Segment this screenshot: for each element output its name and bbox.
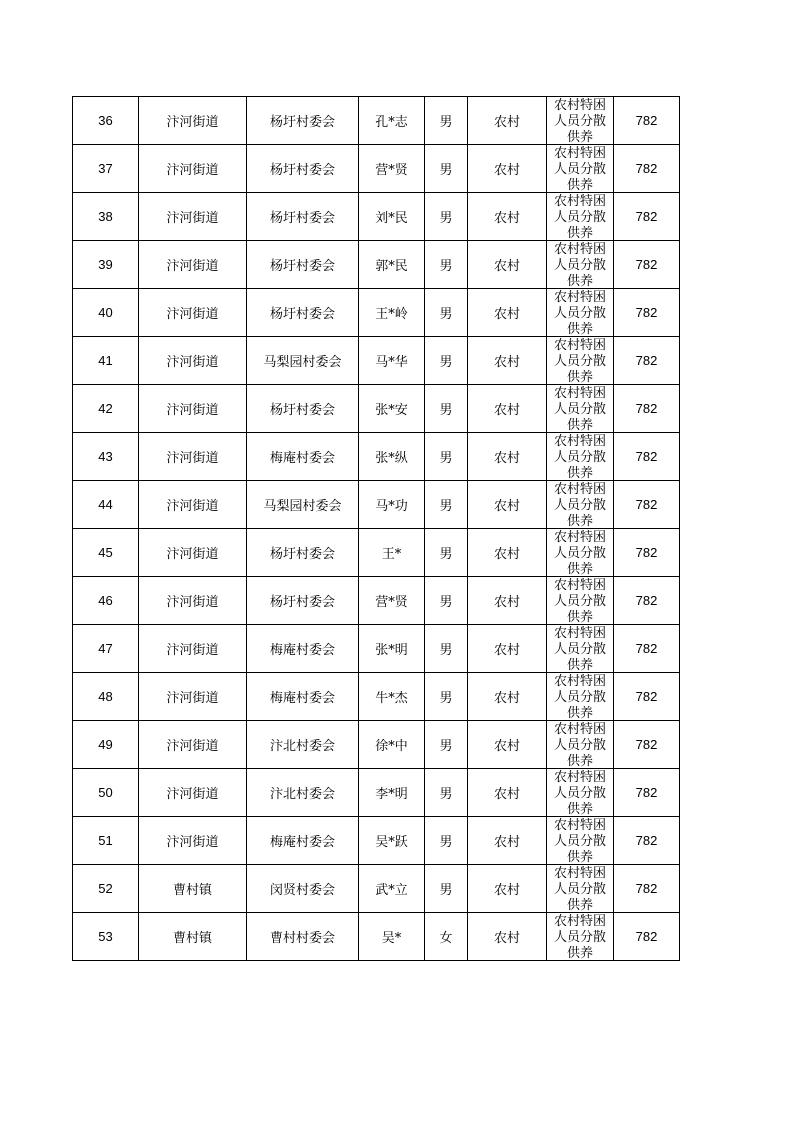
category-text: 农村特困人员分散供养 xyxy=(553,242,606,288)
cell-amount: 782 xyxy=(614,721,680,769)
table-row xyxy=(73,529,680,577)
cell-area: 农村 xyxy=(468,673,547,721)
cell-amount: 782 xyxy=(614,337,680,385)
cell-village: 马梨园村委会 xyxy=(247,337,359,385)
cell-street: 曹村镇 xyxy=(139,865,247,913)
category-text: 农村特困人员分散供养 xyxy=(553,674,606,720)
cell-street: 汴河街道 xyxy=(139,577,247,625)
cell-name: 王* xyxy=(359,529,425,577)
cell-category xyxy=(547,673,614,721)
cell-number: 46 xyxy=(73,577,139,625)
cell-name: 张*纵 xyxy=(359,433,425,481)
cell-area: 农村 xyxy=(468,769,547,817)
cell-area: 农村 xyxy=(468,385,547,433)
table-body xyxy=(73,97,680,961)
cell-amount: 782 xyxy=(614,289,680,337)
cell-amount: 782 xyxy=(614,865,680,913)
cell-street: 汴河街道 xyxy=(139,721,247,769)
table-row xyxy=(73,337,680,385)
cell-area: 农村 xyxy=(468,865,547,913)
cell-amount: 782 xyxy=(614,97,680,145)
cell-name: 张*明 xyxy=(359,625,425,673)
cell-street: 汴河街道 xyxy=(139,673,247,721)
cell-street: 汴河街道 xyxy=(139,145,247,193)
cell-gender: 男 xyxy=(425,817,468,865)
cell-name: 李*明 xyxy=(359,769,425,817)
table-row xyxy=(73,721,680,769)
cell-number: 42 xyxy=(73,385,139,433)
cell-street: 汴河街道 xyxy=(139,97,247,145)
cell-number: 45 xyxy=(73,529,139,577)
cell-gender: 男 xyxy=(425,769,468,817)
cell-category xyxy=(547,769,614,817)
cell-number: 48 xyxy=(73,673,139,721)
cell-village: 杨圩村委会 xyxy=(247,577,359,625)
cell-number: 44 xyxy=(73,481,139,529)
cell-amount: 782 xyxy=(614,433,680,481)
table-row xyxy=(73,481,680,529)
cell-name: 徐*中 xyxy=(359,721,425,769)
cell-street: 汴河街道 xyxy=(139,289,247,337)
cell-village: 汴北村委会 xyxy=(247,721,359,769)
category-text: 农村特困人员分散供养 xyxy=(553,434,606,480)
table-row xyxy=(73,769,680,817)
cell-street: 汴河街道 xyxy=(139,481,247,529)
cell-gender: 男 xyxy=(425,433,468,481)
cell-number: 51 xyxy=(73,817,139,865)
cell-street: 汴河街道 xyxy=(139,193,247,241)
cell-category xyxy=(547,289,614,337)
cell-category xyxy=(547,433,614,481)
cell-amount: 782 xyxy=(614,193,680,241)
category-text: 农村特困人员分散供养 xyxy=(553,914,606,960)
cell-name: 马*功 xyxy=(359,481,425,529)
cell-gender: 男 xyxy=(425,673,468,721)
category-text: 农村特困人员分散供养 xyxy=(553,722,606,768)
cell-name: 王*岭 xyxy=(359,289,425,337)
table-row xyxy=(73,145,680,193)
category-text: 农村特困人员分散供养 xyxy=(553,770,606,816)
cell-name: 孔*志 xyxy=(359,97,425,145)
cell-name: 郭*民 xyxy=(359,241,425,289)
cell-area: 农村 xyxy=(468,577,547,625)
category-text: 农村特困人员分散供养 xyxy=(553,530,606,576)
cell-category xyxy=(547,577,614,625)
category-text: 农村特困人员分散供养 xyxy=(553,386,606,432)
category-text: 农村特困人员分散供养 xyxy=(553,338,606,384)
cell-village: 杨圩村委会 xyxy=(247,241,359,289)
cell-area: 农村 xyxy=(468,193,547,241)
cell-street: 汴河街道 xyxy=(139,625,247,673)
cell-name: 营*贤 xyxy=(359,577,425,625)
cell-category xyxy=(547,481,614,529)
cell-name: 刘*民 xyxy=(359,193,425,241)
table-row xyxy=(73,865,680,913)
cell-gender: 男 xyxy=(425,145,468,193)
cell-number: 39 xyxy=(73,241,139,289)
cell-village: 闵贤村委会 xyxy=(247,865,359,913)
cell-amount: 782 xyxy=(614,769,680,817)
table-row xyxy=(73,577,680,625)
cell-gender: 男 xyxy=(425,721,468,769)
cell-number: 38 xyxy=(73,193,139,241)
cell-area: 农村 xyxy=(468,289,547,337)
category-text: 农村特困人员分散供养 xyxy=(553,866,606,912)
cell-category xyxy=(547,385,614,433)
cell-number: 41 xyxy=(73,337,139,385)
cell-category xyxy=(547,817,614,865)
cell-area: 农村 xyxy=(468,433,547,481)
cell-village: 杨圩村委会 xyxy=(247,529,359,577)
cell-category xyxy=(547,913,614,961)
cell-street: 汴河街道 xyxy=(139,817,247,865)
cell-amount: 782 xyxy=(614,625,680,673)
cell-area: 农村 xyxy=(468,97,547,145)
cell-amount: 782 xyxy=(614,577,680,625)
cell-number: 36 xyxy=(73,97,139,145)
cell-village: 杨圩村委会 xyxy=(247,289,359,337)
cell-street: 汴河街道 xyxy=(139,529,247,577)
cell-amount: 782 xyxy=(614,241,680,289)
cell-street: 汴河街道 xyxy=(139,385,247,433)
cell-name: 营*贤 xyxy=(359,145,425,193)
cell-area: 农村 xyxy=(468,481,547,529)
cell-category xyxy=(547,145,614,193)
cell-amount: 782 xyxy=(614,529,680,577)
cell-street: 汴河街道 xyxy=(139,337,247,385)
cell-gender: 男 xyxy=(425,385,468,433)
cell-gender: 男 xyxy=(425,529,468,577)
cell-village: 杨圩村委会 xyxy=(247,145,359,193)
table-row xyxy=(73,913,680,961)
cell-village: 曹村村委会 xyxy=(247,913,359,961)
cell-village: 梅庵村委会 xyxy=(247,433,359,481)
cell-category xyxy=(547,721,614,769)
recipients-table xyxy=(72,96,679,961)
cell-name: 张*安 xyxy=(359,385,425,433)
cell-street: 汴河街道 xyxy=(139,433,247,481)
cell-name: 武*立 xyxy=(359,865,425,913)
cell-gender: 女 xyxy=(425,913,468,961)
cell-number: 47 xyxy=(73,625,139,673)
cell-category xyxy=(547,337,614,385)
category-text: 农村特困人员分散供养 xyxy=(553,146,606,192)
table-row xyxy=(73,97,680,145)
cell-amount: 782 xyxy=(614,481,680,529)
cell-area: 农村 xyxy=(468,241,547,289)
cell-category xyxy=(547,529,614,577)
cell-area: 农村 xyxy=(468,817,547,865)
cell-village: 杨圩村委会 xyxy=(247,193,359,241)
cell-category xyxy=(547,865,614,913)
category-text: 农村特困人员分散供养 xyxy=(553,194,606,240)
cell-village: 杨圩村委会 xyxy=(247,97,359,145)
cell-area: 农村 xyxy=(468,625,547,673)
cell-amount: 782 xyxy=(614,913,680,961)
cell-amount: 782 xyxy=(614,385,680,433)
table-row xyxy=(73,385,680,433)
cell-village: 汴北村委会 xyxy=(247,769,359,817)
cell-number: 52 xyxy=(73,865,139,913)
cell-area: 农村 xyxy=(468,721,547,769)
cell-amount: 782 xyxy=(614,673,680,721)
category-text: 农村特困人员分散供养 xyxy=(553,626,606,672)
cell-amount: 782 xyxy=(614,145,680,193)
cell-area: 农村 xyxy=(468,337,547,385)
category-text: 农村特困人员分散供养 xyxy=(553,482,606,528)
cell-village: 杨圩村委会 xyxy=(247,385,359,433)
table-row xyxy=(73,625,680,673)
cell-gender: 男 xyxy=(425,289,468,337)
category-text: 农村特困人员分散供养 xyxy=(553,98,606,144)
cell-gender: 男 xyxy=(425,97,468,145)
cell-village: 马梨园村委会 xyxy=(247,481,359,529)
cell-village: 梅庵村委会 xyxy=(247,817,359,865)
cell-area: 农村 xyxy=(468,529,547,577)
table-row xyxy=(73,289,680,337)
cell-street: 曹村镇 xyxy=(139,913,247,961)
table-row xyxy=(73,193,680,241)
cell-gender: 男 xyxy=(425,865,468,913)
cell-village: 梅庵村委会 xyxy=(247,673,359,721)
table-row xyxy=(73,433,680,481)
cell-category xyxy=(547,625,614,673)
cell-gender: 男 xyxy=(425,625,468,673)
cell-number: 53 xyxy=(73,913,139,961)
table-row xyxy=(73,817,680,865)
cell-category xyxy=(547,97,614,145)
cell-gender: 男 xyxy=(425,337,468,385)
category-text: 农村特困人员分散供养 xyxy=(553,290,606,336)
cell-area: 农村 xyxy=(468,913,547,961)
cell-amount: 782 xyxy=(614,817,680,865)
table-row xyxy=(73,241,680,289)
cell-category xyxy=(547,241,614,289)
table-row xyxy=(73,673,680,721)
cell-gender: 男 xyxy=(425,577,468,625)
cell-category xyxy=(547,193,614,241)
cell-number: 43 xyxy=(73,433,139,481)
cell-name: 牛*杰 xyxy=(359,673,425,721)
cell-name: 马*华 xyxy=(359,337,425,385)
category-text: 农村特困人员分散供养 xyxy=(553,818,606,864)
cell-name: 吴*跃 xyxy=(359,817,425,865)
cell-number: 50 xyxy=(73,769,139,817)
category-text: 农村特困人员分散供养 xyxy=(553,578,606,624)
cell-street: 汴河街道 xyxy=(139,241,247,289)
cell-area: 农村 xyxy=(468,145,547,193)
cell-gender: 男 xyxy=(425,193,468,241)
cell-gender: 男 xyxy=(425,241,468,289)
cell-street: 汴河街道 xyxy=(139,769,247,817)
cell-name: 吴* xyxy=(359,913,425,961)
cell-gender: 男 xyxy=(425,481,468,529)
cell-number: 49 xyxy=(73,721,139,769)
cell-number: 40 xyxy=(73,289,139,337)
cell-village: 梅庵村委会 xyxy=(247,625,359,673)
cell-number: 37 xyxy=(73,145,139,193)
